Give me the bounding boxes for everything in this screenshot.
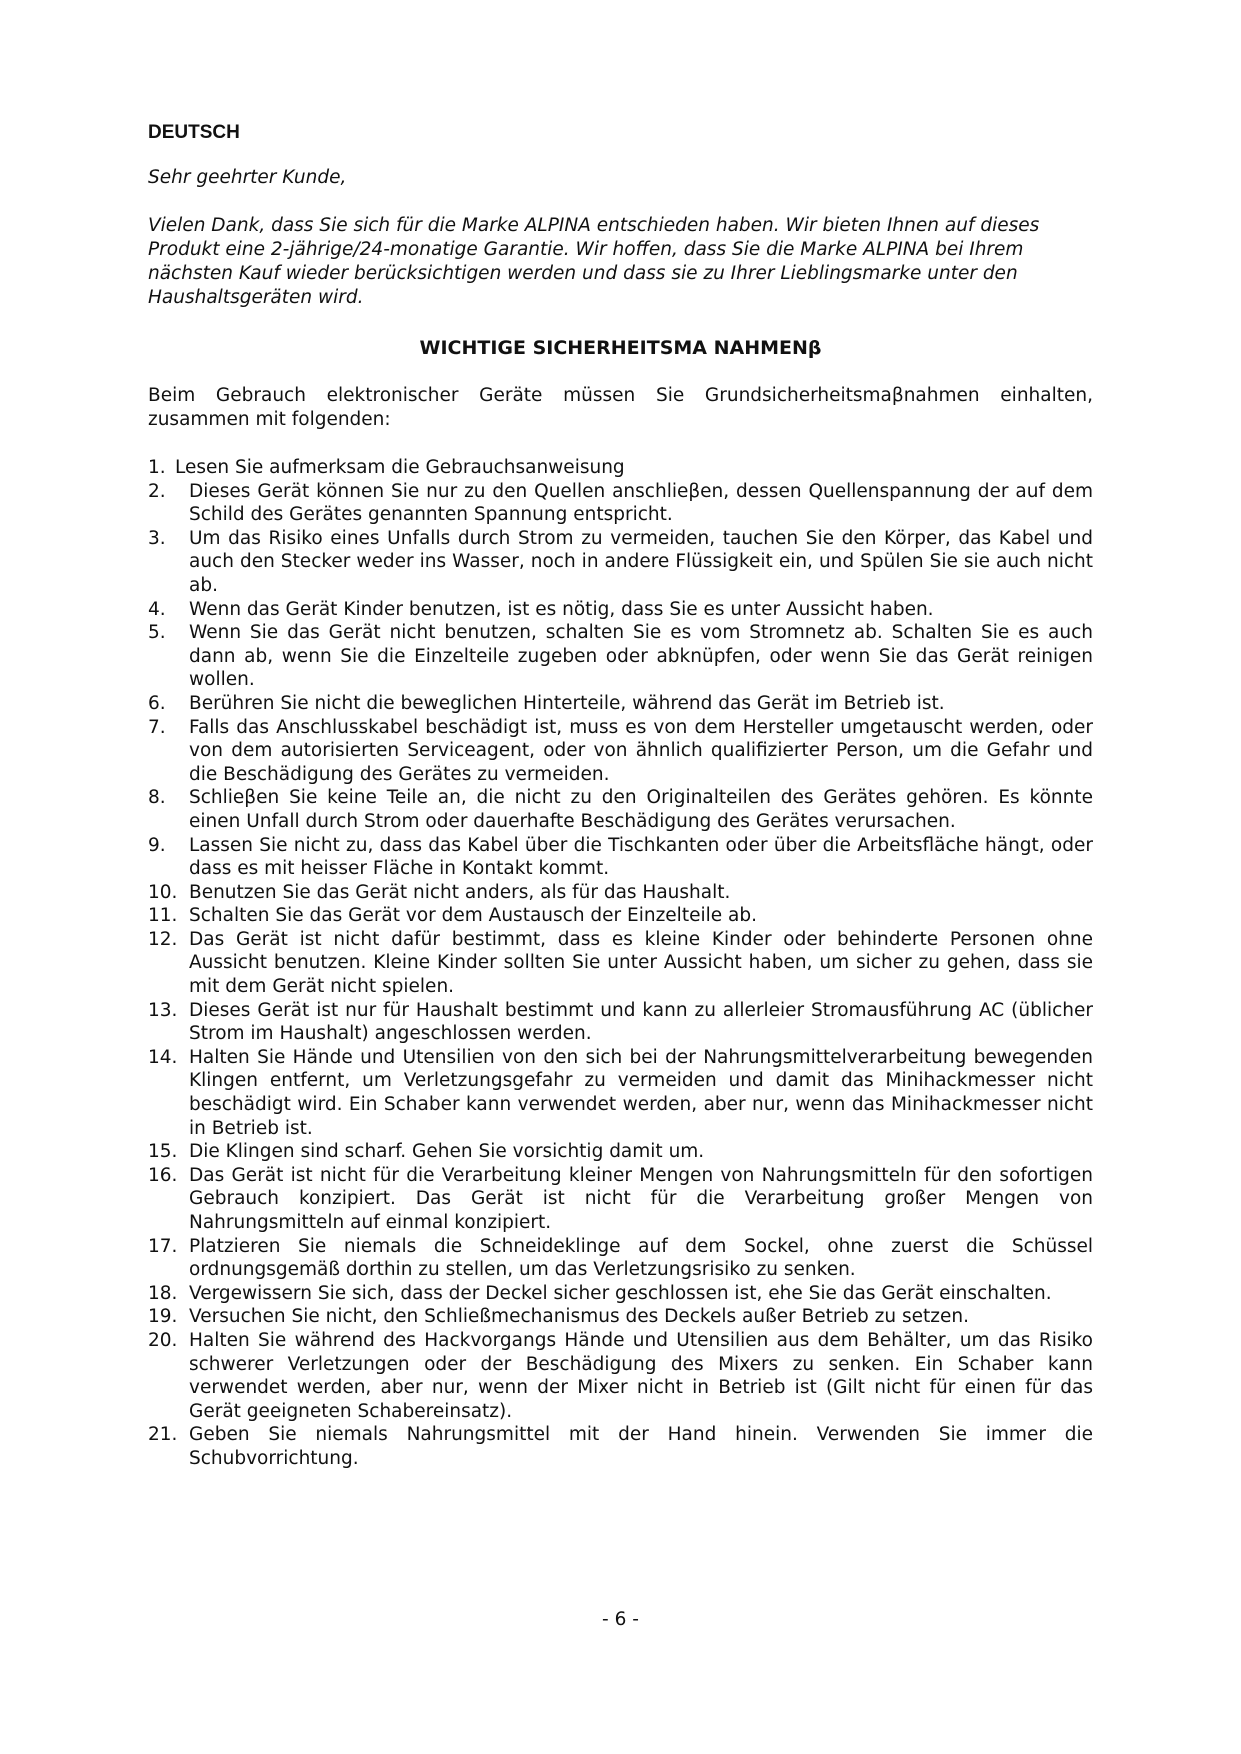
- page-number: - 6 -: [602, 1609, 639, 1630]
- item-text: Vergewissern Sie sich, dass der Deckel sicher geschlossen ist, ehe Sie das Gerät einschalten.: [189, 1282, 1052, 1304]
- list-item: [148, 1329, 1093, 1423]
- list-item: [148, 904, 1093, 928]
- list-item: [148, 1140, 1093, 1164]
- item-text: Schlieβen Sie keine Teile an, die nicht zu den Originalteilen des Gerätes gehören. Es könnte einen Unfall durch Strom oder dauerhafte Beschädigung des Gerätes verursachen.: [189, 787, 1093, 832]
- list-item: [148, 456, 1093, 480]
- item-number: 21.: [148, 1424, 178, 1446]
- item-text: Dieses Gerät ist nur für Haushalt bestimmt und kann zu allerleier Stromausführung AC (üblicher Strom im Haushalt) angeschlossen werden.: [189, 999, 1093, 1045]
- item-text: Um das Risiko eines Unfalls durch Strom zu vermeiden, tauchen Sie den Körper, das Kabel und auch den Stecker weder ins Wasser, noch in andere Flüssigkeit ein, und Spülen Sie sie auch nicht ab.: [189, 527, 1093, 596]
- item-number: 7.: [148, 716, 166, 738]
- list-item: [148, 692, 1093, 716]
- item-number: 5.: [148, 622, 166, 644]
- item-number: 20.: [148, 1329, 178, 1351]
- item-text: Falls das Anschlusskabel beschädigt ist, muss es von dem Hersteller umgetauscht werden, oder von dem autorisierten Serviceagent, oder von ähnlich qualifizierter Person, um die Gefahr und die Beschädigung des Gerätes zu vermeiden.: [189, 716, 1093, 785]
- item-text: Platzieren Sie niemals die Schneideklinge auf dem Sockel, ohne zuerst die Schüssel ordnungsgemäß dorthin zu stellen, um das Verletzungsrisiko zu senken.: [189, 1235, 1093, 1281]
- item-number: 10.: [148, 881, 178, 903]
- item-text: Das Gerät ist nicht für die Verarbeitung kleiner Mengen von Nahrungsmitteln für den sofortigen Gebrauch konzipiert. Das Gerät ist nicht für die Verarbeitung großer Mengen von Nahrungsmitteln auf einmal konzipiert.: [189, 1164, 1093, 1233]
- item-number: 2.: [148, 480, 166, 502]
- list-item: [148, 834, 1093, 881]
- item-number: 15.: [148, 1141, 178, 1163]
- item-number: 6.: [148, 692, 166, 714]
- list-item: [148, 786, 1093, 833]
- list-item: [148, 1305, 1093, 1329]
- item-number: 9.: [148, 834, 166, 856]
- lead-paragraph: Beim Gebrauch elektronischer Geräte müssen Sie Grundsicherheitsmaβnahmen einhalten, zusammen mit folgenden:: [148, 385, 1093, 430]
- list-item: [148, 621, 1093, 692]
- list-item: [148, 1235, 1093, 1282]
- list-item: [148, 1282, 1093, 1306]
- item-text: Halten Sie Hände und Utensilien von den sich bei der Nahrungsmittelverarbeitung bewegenden Klingen entfernt, um Verletzungsgefahr zu vermeiden und damit das Minihackmesser nicht beschädigt wird. Ein Schaber kann verwendet werden, aber nur, wenn das Minihackmesser nicht in Betrieb ist.: [189, 1046, 1093, 1139]
- item-number: 16.: [148, 1164, 178, 1186]
- item-number: 8.: [148, 787, 166, 809]
- item-number: 12.: [148, 928, 178, 950]
- item-text: Lesen Sie aufmerksam die Gebrauchsanweisung: [175, 457, 625, 478]
- item-text: Lassen Sie nicht zu, dass das Kabel über die Tischkanten oder über die Arbeitsfläche hängt, oder dass es mit heisser Fläche in Kontakt kommt.: [189, 834, 1093, 880]
- list-item: [148, 928, 1093, 999]
- item-number: 14.: [148, 1046, 178, 1068]
- list-item: [148, 999, 1093, 1046]
- item-text: Dieses Gerät können Sie nur zu den Quellen anschlieβen, dessen Quellenspannung der auf dem Schild des Gerätes genannten Spannung entspricht.: [189, 480, 1093, 526]
- list-item: [148, 881, 1093, 905]
- list-item: [148, 1164, 1093, 1235]
- list-item: [148, 480, 1093, 527]
- item-text: Halten Sie während des Hackvorgangs Hände und Utensilien aus dem Behälter, um das Risiko schwerer Verletzungen oder der Beschädigung des Mixers zu senken. Ein Schaber kann verwendet werden, aber nur, wenn der Mixer nicht in Betrieb ist (Gilt nicht für einen für das Gerät geeigneten Schabereinsatz).: [189, 1329, 1093, 1422]
- item-text: Versuchen Sie nicht, den Schließmechanismus des Deckels außer Betrieb zu setzen.: [189, 1306, 969, 1328]
- list-item: [148, 527, 1093, 598]
- list-item: [148, 716, 1093, 787]
- item-number: 19.: [148, 1306, 178, 1328]
- item-text: Schalten Sie das Gerät vor dem Austausch der Einzelteile ab.: [189, 905, 757, 927]
- item-number: 17.: [148, 1235, 178, 1257]
- section-title: WICHTIGE SICHERHEITSMA NAHMENβ: [419, 337, 822, 359]
- language-heading: DEUTSCH: [148, 122, 240, 143]
- list-item: [148, 1046, 1093, 1140]
- item-text: Wenn das Gerät Kinder benutzen, ist es nötig, dass Sie es unter Aussicht haben.: [189, 598, 934, 620]
- item-number: 3.: [148, 527, 166, 549]
- item-text: Geben Sie niemals Nahrungsmittel mit der Hand hinein. Verwenden Sie immer die Schubvorrichtung.: [189, 1424, 1093, 1469]
- item-number: 1.: [148, 457, 166, 478]
- item-text: Das Gerät ist nicht dafür bestimmt, dass es kleine Kinder oder behinderte Personen ohne Aussicht benutzen. Kleine Kinder sollten Sie unter Aussicht haben, um sicher zu gehen, dass sie mit dem Gerät nicht spielen.: [189, 928, 1093, 998]
- item-number: 18.: [148, 1282, 178, 1304]
- item-text: Wenn Sie das Gerät nicht benutzen, schalten Sie es vom Stromnetz ab. Schalten Sie es auch dann ab, wenn Sie die Einzelteile zugeben oder abknüpfen, oder wenn Sie das Gerät reinigen wollen.: [189, 622, 1093, 691]
- salutation: Sehr geehrter Kunde,: [148, 167, 347, 188]
- item-text: Benutzen Sie das Gerät nicht anders, als für das Haushalt.: [189, 881, 731, 903]
- item-number: 11.: [148, 905, 178, 927]
- item-number: 13.: [148, 999, 178, 1021]
- intro-paragraph: Vielen Dank, dass Sie sich für die Marke ALPINA entschieden haben. Wir bieten Ihnen auf dieses Produkt eine 2-jährige/24-monatige Garantie. Wir hoffen, dass Sie die Marke ALPINA bei Ihrem nächsten Kauf wieder berücksichtigen werden und dass sie zu Ihrer Lieblingsmarke unter den Haushaltsgeräten wird.: [148, 215, 1040, 308]
- list-item: [148, 1423, 1093, 1470]
- item-text: Berühren Sie nicht die beweglichen Hinterteile, während das Gerät im Betrieb ist.: [189, 692, 945, 714]
- item-text: Die Klingen sind scharf. Gehen Sie vorsichtig damit um.: [189, 1141, 705, 1163]
- item-number: 4.: [148, 598, 166, 620]
- safety-rules-list: [148, 456, 1093, 1471]
- list-item: [148, 598, 1093, 622]
